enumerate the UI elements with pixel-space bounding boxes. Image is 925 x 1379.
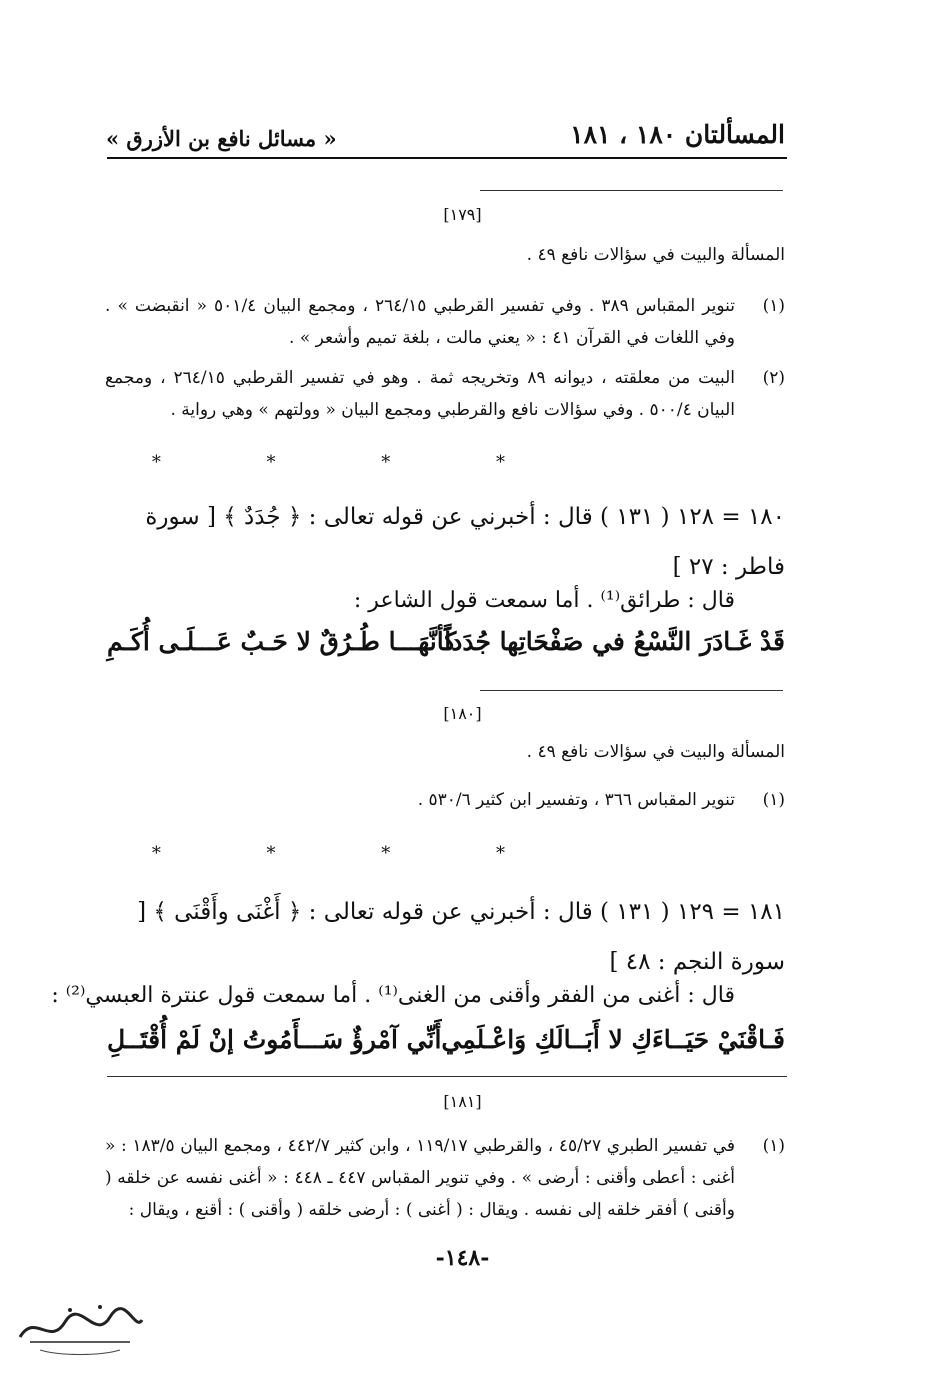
header-rule	[107, 157, 787, 159]
footnote-number: (٢)	[762, 368, 785, 388]
page-number: -١٤٨-	[435, 1245, 490, 1271]
footnote	[105, 290, 785, 354]
verse-hemistich-right: فَـاقْنَيْ حَيَــاءَكِ لا أَبَــالَكِ وَاعْـلَمِي	[441, 1025, 785, 1054]
footnote	[105, 362, 785, 426]
footnote-text: في تفسير الطبري ٤٥/٢٧ ، والقرطبي ١١٩/١٧ ، وابن كثير ٤٤٢/٧ ، ومجمع البيان ١٨٣/٥ : « أغنى : أعطى وأقنى : أرضى » . وفي تنوير المقباس ٤٤٧ ـ ٤٤٨ : « أغنى نفسه عن خلقه ( وأقنى ) أفقر خلقه إلى نفسه . ويقال : ( أغنى ) : أرضى خلقه ( وأقنى ) : أقنع ، ويقال :	[105, 1136, 736, 1220]
footnote-reference: [١٧٩]	[443, 205, 482, 224]
verse-hemistich-left: أَنِّي آمْرؤٌ سَـــأَمُوتُ إنْ لَمْ أُقْتَــلِ	[107, 1025, 442, 1054]
footnote	[105, 1130, 785, 1226]
footnote-separator	[480, 190, 783, 191]
footnote-separator	[480, 690, 783, 691]
footnote-text: تنوير المقباس ٣٦٦ ، وتفسير ابن كثير ٥٣٠/٦ .	[417, 790, 735, 810]
footnote-reference: [١٨١]	[443, 1092, 482, 1111]
footnote	[105, 784, 785, 816]
section-divider-stars: * * * *	[151, 843, 555, 864]
footnote-separator	[107, 1076, 787, 1077]
footnote-number: (١)	[762, 296, 785, 316]
footnote-text: تنوير المقباس ٣٨٩ . وفي تفسير القرطبي ٢٦٤/١٥ ، ومجمع البيان ٥٠١/٤ « انقبضت » . وفي اللغات في القرآن ٤١ : « يعني مالت ، بلغة تميم وأشعر » .	[105, 296, 735, 348]
question-180: ١٨٠ = ١٢٨ ( ١٣١ ) قال : أخبرني عن قوله تعالى : ﴿ جُدَدٌ ﴾ [ سورة فاطر : ٢٧ ]	[145, 504, 785, 580]
verse-hemistich-left: كَأنَّهَـــا طُـرُقٌ لا حَـبٌ عَـــلَـى أُكَـمِ	[107, 627, 457, 656]
footnote-text: البيت من معلقته ، ديوانه ٨٩ وتخريجه ثمة . وهو في تفسير القرطبي ٢٦٤/١٥ ، ومجمع البيان ٥٠٠/٤ . وفي سؤالات نافع والقرطبي ومجمع البيان « وولتهم » وهي رواية .	[105, 368, 735, 420]
verse-hemistich-right: قَدْ غَـادَرَ النَّسْعُ في صَفْحَاتِها جُدَداً	[444, 627, 785, 656]
answer-180: قال : طرائق⁽¹⁾ . أما سمعت قول الشاعر :	[353, 588, 735, 613]
page-header-title: المسألتان ١٨٠ ، ١٨١	[570, 120, 785, 149]
footnote-note: المسألة والبيت في سؤالات نافع ٤٩ .	[526, 245, 785, 265]
section-divider-stars: * * * *	[151, 452, 555, 473]
publisher-logo-icon	[10, 1292, 150, 1362]
footnote-number: (١)	[762, 790, 785, 810]
footnote-number: (١)	[762, 1136, 785, 1156]
footnote-note: المسألة والبيت في سؤالات نافع ٤٩ .	[526, 742, 785, 762]
footnote-reference: [١٨٠]	[443, 704, 482, 723]
question-181: ١٨١ = ١٢٩ ( ١٣١ ) قال : أخبرني عن قوله تعالى : ﴿ أَغْنَى وأَقْنَى ﴾ [ سورة النجم : ٤٨ ]	[137, 899, 785, 975]
book-title: « مسائل نافع بن الأزرق »	[106, 126, 337, 151]
answer-181: قال : أغنى من الفقر وأقنى من الغنى⁽¹⁾ . أما سمعت قول عنترة العبسي⁽²⁾ :	[51, 983, 735, 1008]
